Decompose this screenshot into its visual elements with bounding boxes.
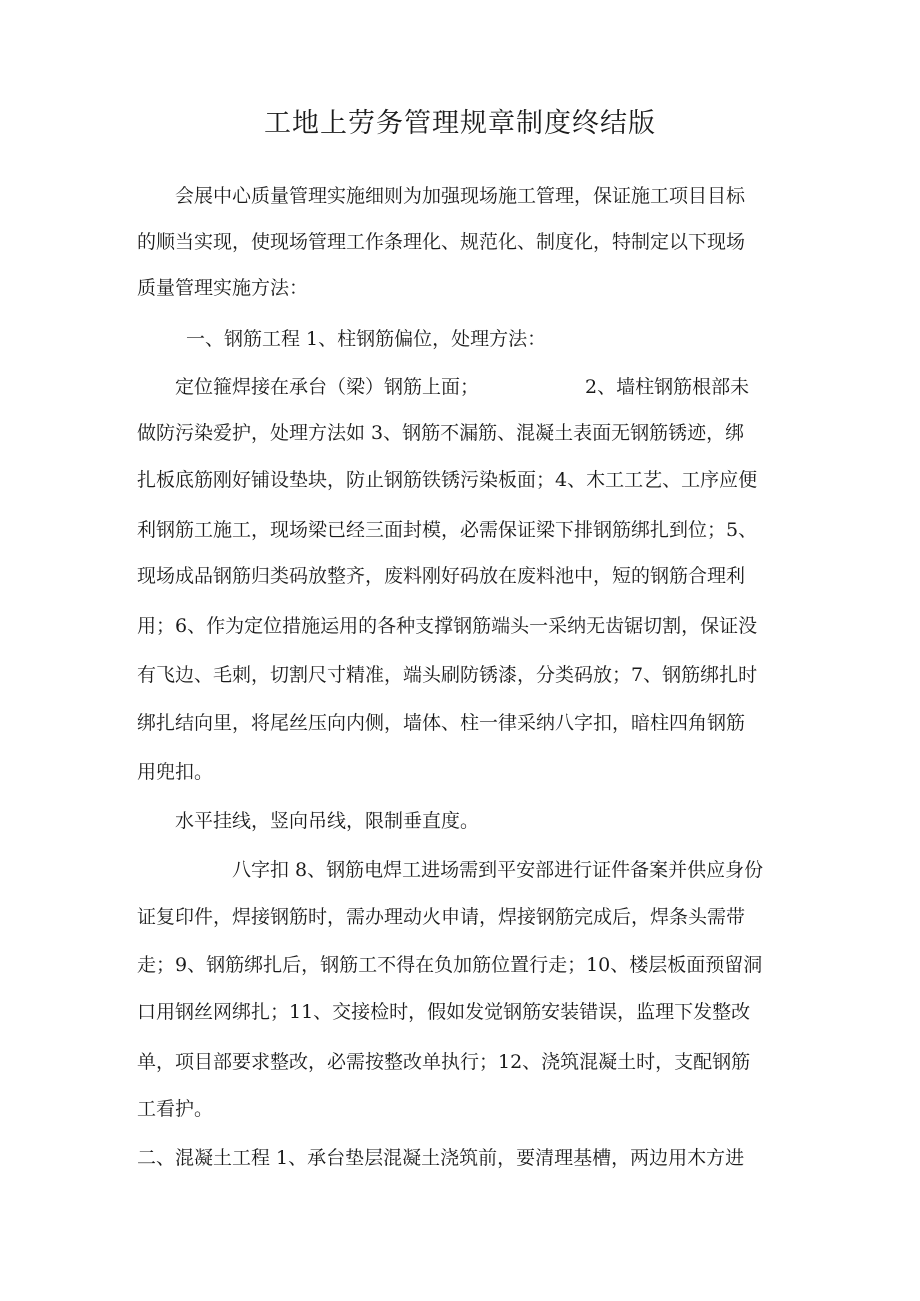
section-heading-line: 二、混凝土工程 1、承台垫层混凝土浇筑前，要清理基槽，两边用木方进: [137, 1147, 745, 1169]
paragraph-line: 扎板底筋刚好铺设垫块，防止钢筋铁锈污染板面；4、木工工艺、工序应便: [137, 469, 758, 491]
paragraph-line: 定位箍焊接在承台（梁）钢筋上面；: [175, 376, 480, 398]
paragraph-line: 用兜扣。: [137, 761, 214, 783]
document-title: 工地上劳务管理规章制度终结版: [264, 108, 656, 139]
paragraph-line: 工看护。: [137, 1098, 214, 1120]
paragraph-line: 质量管理实施方法：: [137, 277, 309, 299]
paragraph-line: 八字扣 8、钢筋电焊工进场需到平安部进行证件备案并供应身份: [232, 859, 764, 881]
paragraph-line: 2、墙柱钢筋根部未: [585, 376, 750, 398]
paragraph-line: 的顺当实现，使现场管理工作条理化、规范化、制度化，特制定以下现场: [137, 231, 746, 253]
paragraph-line: 现场成品钢筋归类码放整齐，废料刚好码放在废料池中，短的钢筋合理利: [137, 565, 746, 587]
paragraph-line: 会展中心质量管理实施细则为加强现场施工管理，保证施工项目目标: [175, 185, 746, 207]
paragraph-line: 用；6、作为定位措施运用的各种支撑钢筋端头一采纳无齿锯切割，保证没: [137, 615, 758, 637]
paragraph-line: 证复印件，焊接钢筋时，需办理动火申请，焊接钢筋完成后，焊条头需带: [137, 906, 746, 928]
paragraph-line: 做防污染爱护，处理方法如 3、钢筋不漏筋、混凝土表面无钢筋锈迹，绑: [137, 422, 745, 444]
paragraph-line: 走；9、钢筋绑扎后，钢筋工不得在负加筋位置行走；10、楼层板面预留洞: [137, 954, 763, 976]
paragraph-line: 口用钢丝网绑扎；11、交接检时，假如发觉钢筋安装错误，监理下发整改: [137, 1001, 751, 1023]
paragraph-line: 利钢筋工施工，现场梁已经三面封模，必需保证梁下排钢筋绑扎到位；5、: [137, 519, 758, 541]
section-heading-line: 一、钢筋工程 1、柱钢筋偏位，处理方法：: [186, 328, 547, 350]
paragraph-line: 有飞边、毛刺，切割尺寸精准，端头刷防锈漆，分类码放；7、钢筋绑扎时: [137, 664, 758, 686]
paragraph-line: 绑扎结向里，将尾丝压向内侧，墙体、柱一律采纳八字扣，暗柱四角钢筋: [137, 712, 746, 734]
paragraph-line: 水平挂线，竖向吊线，限制垂直度。: [175, 810, 480, 832]
paragraph-line: 单，项目部要求整改，必需按整改单执行；12、浇筑混凝土时，支配钢筋: [137, 1051, 751, 1073]
